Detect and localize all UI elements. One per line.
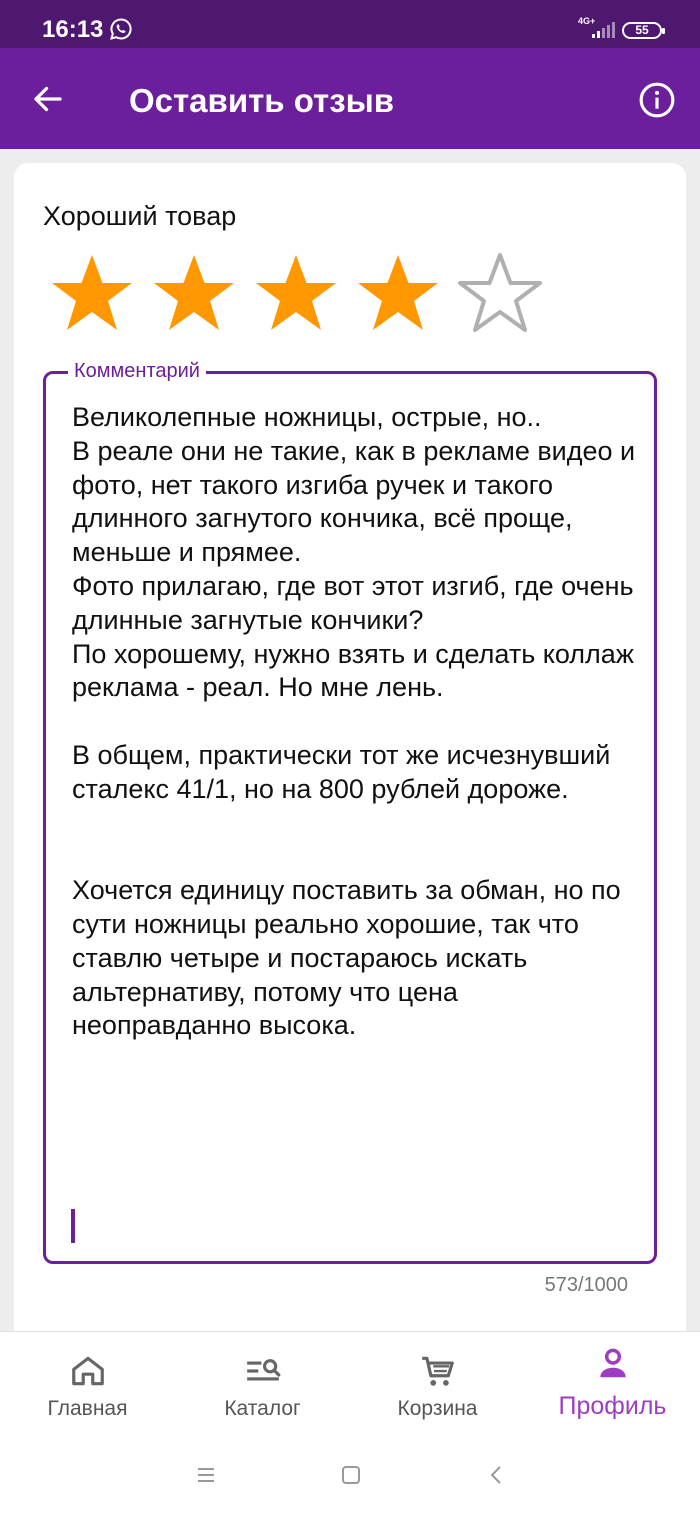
star-3-filled-icon[interactable] (252, 251, 354, 337)
nav-item-profile[interactable] (525, 1332, 700, 1433)
text-cursor (71, 1209, 75, 1243)
bottom-navigation (0, 1331, 700, 1433)
star-4-filled-icon[interactable] (354, 251, 456, 337)
nav-label-profile: Профиль (558, 1392, 667, 1420)
nav-item-cart[interactable] (350, 1332, 525, 1433)
status-bar (0, 0, 700, 48)
battery-level: 55 (635, 23, 649, 37)
home-square-icon[interactable] (339, 1463, 363, 1487)
comment-field[interactable] (43, 360, 657, 1264)
nav-item-home[interactable] (0, 1332, 175, 1433)
system-navigation-bar (0, 1433, 700, 1517)
whatsapp-icon (109, 17, 133, 41)
character-counter: 573/1000 (544, 1274, 628, 1296)
star-rating (48, 251, 558, 337)
nav-label-home: Главная (47, 1397, 128, 1420)
app-bar (0, 48, 700, 149)
network-type: 4G+ (578, 16, 596, 26)
comment-label: Комментарий (68, 360, 206, 383)
signal-icon (578, 18, 618, 40)
home-icon (69, 1352, 107, 1390)
status-time: 16:13 (42, 16, 104, 43)
back-chevron-icon[interactable] (485, 1463, 509, 1487)
info-icon[interactable] (638, 81, 676, 119)
menu-icon[interactable] (194, 1463, 218, 1487)
catalog-search-icon (244, 1352, 282, 1390)
product-title: Хороший товар (43, 201, 237, 231)
cart-icon (419, 1352, 457, 1390)
star-2-filled-icon[interactable] (150, 251, 252, 337)
nav-item-catalog[interactable] (175, 1332, 350, 1433)
battery-icon (622, 22, 662, 39)
arrow-left-icon[interactable] (30, 81, 66, 117)
review-card (14, 163, 686, 1363)
nav-label-cart: Корзина (397, 1397, 478, 1420)
star-1-filled-icon[interactable] (48, 251, 150, 337)
comment-text[interactable]: Великолепные ножницы, острые, но.. В реале они не такие, как в рекламе видео и фото, нет такого изгиба ручек и такого длинного загнутого кончика, всё проще, меньше и прямее. Фото прилагаю, где вот этот изгиб, где очень длинные загнутые кончики? По хорошему, нужно взять и сделать коллаж реклама - реал. Но мне лень. В общем, практически тот же исчезнувший сталекс 41/1, но на 800 рублей дороже. Хочется единицу поставить за обман, но по сути ножницы реально хорошие, так что ставлю четыре и постараюсь искать альтернативу, потому что цена неоправданно высока. (72, 402, 636, 1041)
page-title: Оставить отзыв (129, 82, 395, 119)
nav-label-catalog: Каталог (224, 1397, 301, 1420)
profile-icon (594, 1344, 632, 1382)
star-5-empty-icon[interactable] (456, 251, 558, 337)
